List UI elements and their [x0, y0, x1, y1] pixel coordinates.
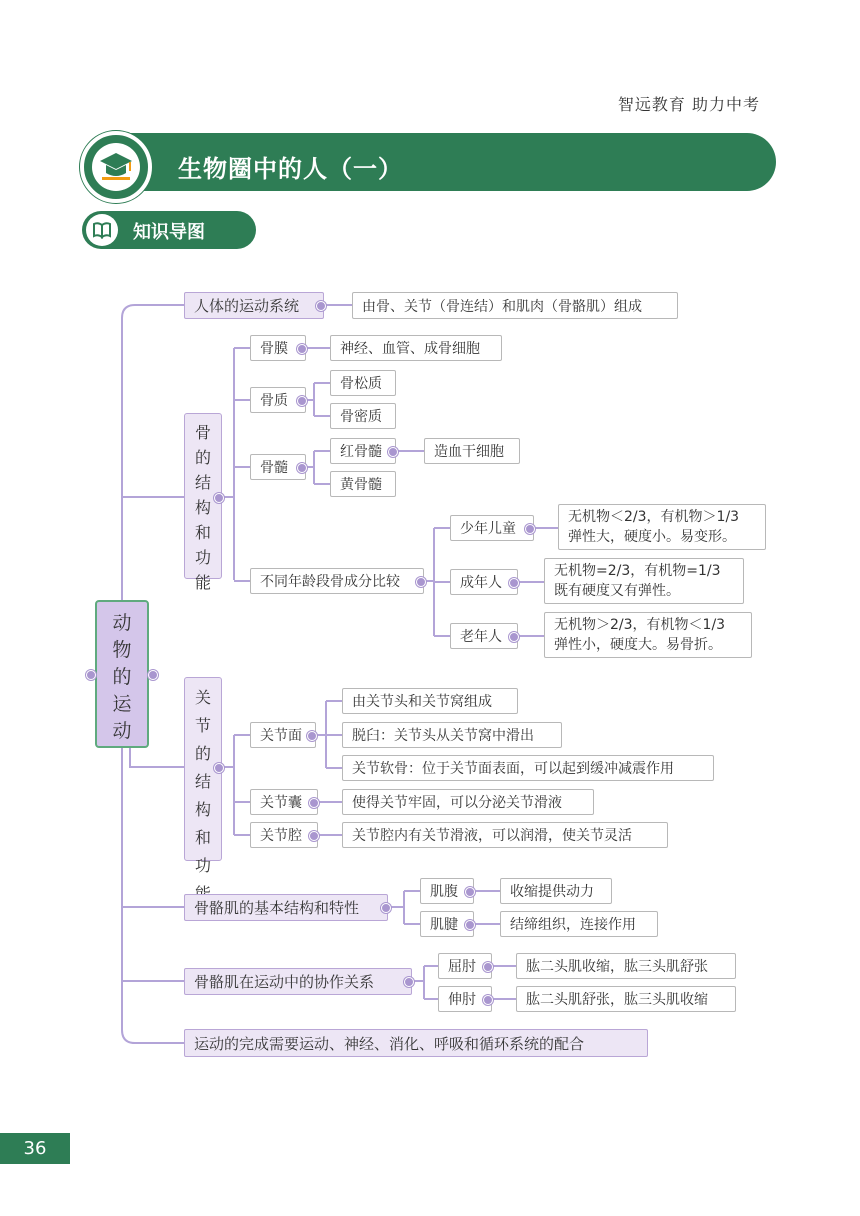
collapse-dot-icon[interactable]	[309, 831, 319, 841]
root-label: 动物的运动	[112, 612, 132, 742]
leaf-joint-surface-2: 脱臼：关节头从关节窝中滑出	[342, 722, 562, 748]
collapse-dot-icon[interactable]	[297, 396, 307, 406]
mindmap-root[interactable]	[95, 600, 149, 748]
node-child[interactable]: 少年儿童	[450, 515, 534, 541]
collapse-dot-icon[interactable]	[214, 493, 224, 503]
page-number: 36	[0, 1133, 70, 1164]
collapse-dot-icon[interactable]	[465, 887, 475, 897]
branch-skeletal-muscle[interactable]: 骨骼肌的基本结构和特性	[184, 894, 388, 921]
node-age-comparison[interactable]: 不同年龄段骨成分比较	[250, 568, 424, 594]
leaf-tendon: 结缔组织，连接作用	[500, 911, 658, 937]
leaf-red-marrow: 造血干细胞	[424, 438, 520, 464]
leaf-spongy-bone: 骨松质	[330, 370, 396, 396]
leaf-adult-line2: 既有硬度又有弹性。	[554, 583, 680, 599]
collapse-dot-icon[interactable]	[307, 731, 317, 741]
node-flex-elbow[interactable]: 屈肘	[438, 953, 492, 979]
leaf-compact-bone: 骨密质	[330, 403, 396, 429]
leaf-joint-surface-1: 由关节头和关节窝组成	[342, 688, 518, 714]
leaf-child-line1: 无机物＜2/3，有机物＞1/3	[568, 509, 740, 525]
collapse-dot-icon[interactable]	[483, 995, 493, 1005]
node-red-marrow[interactable]: 红骨髓	[330, 438, 396, 464]
node-extend-elbow[interactable]: 伸肘	[438, 986, 492, 1012]
collapse-dot-icon[interactable]	[509, 578, 519, 588]
leaf-motor-system: 由骨、关节（骨连结）和肌肉（骨骼肌）组成	[352, 292, 678, 319]
collapse-dot-icon[interactable]	[404, 977, 414, 987]
node-bone-substance[interactable]: 骨质	[250, 387, 306, 413]
leaf-extend-elbow: 肱二头肌舒张，肱三头肌收缩	[516, 986, 736, 1012]
collapse-dot-icon[interactable]	[214, 763, 224, 773]
header-brand: 智远教育 助力中考	[617, 95, 760, 114]
collapse-dot-icon[interactable]	[465, 920, 475, 930]
leaf-elder-line2: 弹性小，硬度大。易骨折。	[554, 637, 722, 653]
collapse-dot-icon[interactable]	[297, 463, 307, 473]
leaf-child-line2: 弹性大，硬度小。易变形。	[568, 529, 736, 545]
node-tendon[interactable]: 肌腱	[420, 911, 474, 937]
node-joint-surface[interactable]: 关节面	[250, 722, 316, 748]
branch-system-cooperation[interactable]: 运动的完成需要运动、神经、消化、呼吸和循环系统的配合	[184, 1029, 648, 1057]
branch-bone-structure-label: 骨的结构和功能	[194, 423, 211, 592]
collapse-dot-icon[interactable]	[525, 524, 535, 534]
leaf-flex-elbow: 肱二头肌收缩，肱三头肌舒张	[516, 953, 736, 979]
node-marrow[interactable]: 骨髓	[250, 454, 306, 480]
node-joint-cavity[interactable]: 关节腔	[250, 822, 318, 848]
collapse-dot-icon[interactable]	[483, 962, 493, 972]
leaf-child	[558, 504, 766, 550]
branch-joint-structure-label: 关节的结构和功	[194, 688, 211, 875]
collapse-dot-icon[interactable]	[309, 798, 319, 808]
branch-motor-system[interactable]: 人体的运动系统	[184, 292, 324, 319]
collapse-dot-icon[interactable]	[86, 670, 96, 680]
node-adult[interactable]: 成年人	[450, 569, 518, 595]
branch-muscle-cooperation[interactable]: 骨骼肌在运动中的协作关系	[184, 968, 412, 995]
node-elder[interactable]: 老年人	[450, 623, 518, 649]
leaf-joint-surface-3: 关节软骨：位于关节面表面，可以起到缓冲减震作用	[342, 755, 714, 781]
node-periosteum[interactable]: 骨膜	[250, 335, 306, 361]
leaf-elder-line1: 无机物＞2/3，有机物＜1/3	[554, 617, 726, 633]
leaf-yellow-marrow: 黄骨髓	[330, 471, 396, 497]
collapse-dot-icon[interactable]	[316, 301, 326, 311]
leaf-muscle-belly: 收缩提供动力	[500, 878, 612, 904]
node-joint-capsule[interactable]: 关节囊	[250, 789, 318, 815]
leaf-periosteum: 神经、血管、成骨细胞	[330, 335, 502, 361]
leaf-adult	[544, 558, 744, 604]
collapse-dot-icon[interactable]	[297, 344, 307, 354]
collapse-dot-icon[interactable]	[148, 670, 158, 680]
leaf-joint-cavity: 关节腔内有关节滑液，可以润滑，使关节灵活	[342, 822, 668, 848]
collapse-dot-icon[interactable]	[381, 903, 391, 913]
leaf-adult-line1: 无机物=2/3，有机物=1/3	[554, 563, 721, 579]
leaf-elder	[544, 612, 752, 658]
page-title: 生物圈中的人（一）	[178, 155, 403, 183]
leaf-joint-capsule: 使得关节牢固，可以分泌关节滑液	[342, 789, 594, 815]
node-muscle-belly[interactable]: 肌腹	[420, 878, 474, 904]
section-title: 知识导图	[133, 222, 205, 243]
collapse-dot-icon[interactable]	[509, 632, 519, 642]
collapse-dot-icon[interactable]	[416, 577, 426, 587]
collapse-dot-icon[interactable]	[388, 447, 398, 457]
